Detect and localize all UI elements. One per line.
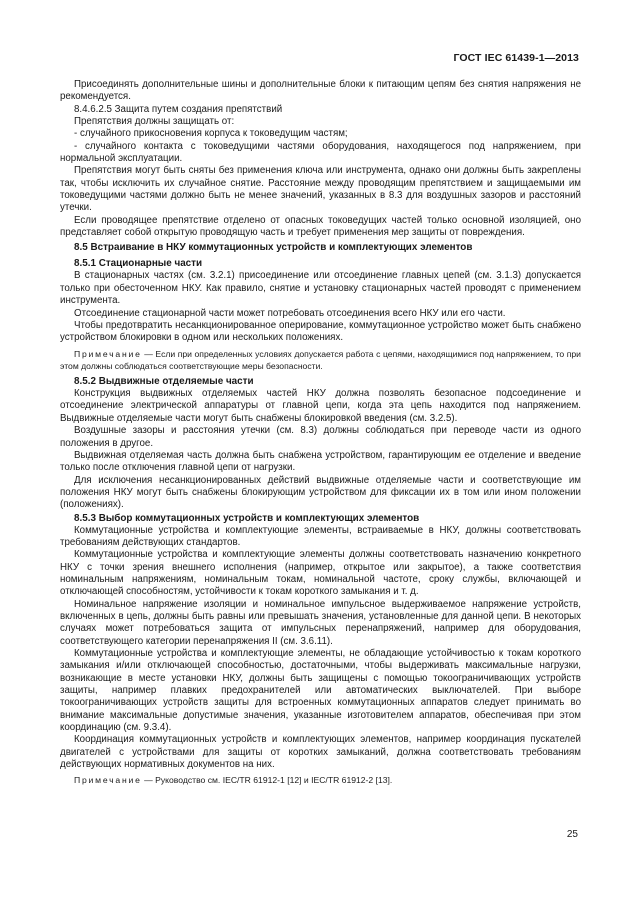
paragraph: Номинальное напряжение изоляции и номинальное импульсное выдерживаемое напряжение устройств, включенных в цепь, должны быть равны или превышать значения, установленные для данной цепи. В некоторых случаях может потребоваться защита от импульсных перенапряжений, например для оборудования, соответствующего категории перенапряжения II (см. 3.6.11).: [60, 598, 581, 647]
paragraph: Координация коммутационных устройств и комплектующих элементов, например координация пускателей двигателей с устройствами для защиты от коротких замыканий, должна соответствовать требованиям действующих нормативных документов на них.: [60, 734, 581, 771]
list-item: - случайного контакта с токоведущими частями оборудования, находящегося под напряжением, при нормальной эксплуатации.: [60, 140, 581, 165]
paragraph: Для исключения несанкционированных действий выдвижные отделяемые части и соответствующие им положения НКУ могут быть снабжены блокирующим устройством для фиксации их в том или ином положении (положениях).: [60, 474, 581, 511]
paragraph: Выдвижная отделяемая часть должна быть снабжена устройством, гарантирующим ее отделение и введение только после отключения главной цепи от нагрузки.: [60, 449, 581, 474]
paragraph: Если проводящее препятствие отделено от опасных токоведущих частей только основной изоляцией, оно представляет собой открытую проводящую часть и требует применения мер защиты от повреждения.: [60, 214, 581, 239]
paragraph: Препятствия могут быть сняты без применения ключа или инструмента, однако они должны быть закреплены так, чтобы исключить их случайное снятие. Расстояние между проводящим препятствием и защищаемыми им токоведущими частями должно быть не менее значений, указанных в 8.3 для воздушных зазоров и расстояний утечки.: [60, 165, 581, 214]
paragraph: Коммутационные устройства и комплектующие элементы, встраиваемые в НКУ, должны соответствовать требованиям действующих стандартов.: [60, 524, 581, 548]
note-text: — Если при определенных условиях допускается работа с цепями, находящимися под напряжением, то при этом должны соблюдаться соответствующие меры безопасности.: [60, 348, 581, 371]
note: [60, 774, 581, 786]
note-label: Примечание: [74, 775, 142, 786]
page-number: 25: [566, 829, 578, 840]
note-text: — Руководство см. IEC/TR 61912-1 [12] и IEC/TR 61912-2 [13].: [144, 775, 393, 786]
subsection-heading: 8.5.1 Стационарные части: [74, 258, 203, 270]
paragraph: Чтобы предотвратить несанкционированное оперирование, коммутационное устройство может быть снабжено устройством блокировки в одном или нескольких положениях.: [60, 319, 581, 344]
paragraph: Коммутационные устройства и комплектующие элементы должны соответствовать назначению конкретного НКУ с точки зрения внешнего исполнения (например, открытое или закрытое), а также соответствия номинальным напряжениям, номинальным токам, номинальной частоте, сроку службы, включающей и отключающей способностям, устойчивости к токам короткого замыкания и т. д.: [60, 549, 581, 598]
subsection-heading: 8.5.2 Выдвижные отделяемые части: [74, 376, 254, 388]
section-heading: 8.5 Встраивание в НКУ коммутационных устройств и комплектующих элементов: [74, 242, 473, 254]
standard-header: ГОСТ IEC 61439-1—2013: [453, 52, 579, 64]
list-item: - случайного прикосновения корпуса к токоведущим частям;: [74, 128, 348, 140]
note-label: Примечание: [74, 348, 142, 359]
paragraph: Коммутационные устройства и комплектующие элементы, не обладающие устойчивостью к токам короткого замыкания и/или отключающей способностью, достаточными, чтобы выдерживать максимальные нагрузки, возникающие в месте установки НКУ, должны быть защищены с помощью токоограничивающих устройств защиты, например плавких предохранителей или автоматических выключателей. При выборе токоограничивающих устройств защиты для встроенных коммутационных аппаратов следует принимать во внимание максимальные допустимые значения, указанные изготовителем аппаратов, обеспечивая при этом координацию (см. 9.3.4).: [60, 648, 581, 734]
note: [60, 348, 581, 373]
paragraph: Воздушные зазоры и расстояния утечки (см. 8.3) должны соблюдаться при переводе части из одного положения в другое.: [60, 425, 581, 449]
paragraph: Отсоединение стационарной части может потребовать отсоединения всего НКУ или его части.: [74, 307, 506, 319]
subsection-heading: 8.5.3 Выбор коммутационных устройств и комплектующих элементов: [74, 512, 420, 524]
paragraph: В стационарных частях (см. 3.2.1) присоединение или отсоединение главных цепей (см. 3.1.3) допускается только при обесточенном НКУ. Как правило, снятие и установку стационарных частей проводят с применением инструмента.: [60, 270, 581, 307]
paragraph: Конструкция выдвижных отделяемых частей НКУ должна позволять безопасное подсоединение и отсоединение электрической аппаратуры от главной цепи, когда эта цепь находится под напряжением. Выдвижные отделяемые части могут быть снабжены блокировкой введения (см. 3.2.5).: [60, 388, 581, 424]
paragraph: Присоединять дополнительные шины и дополнительные блоки к питающим цепям без снятия напряжения не рекомендуется.: [60, 79, 581, 103]
page-content: [60, 79, 581, 787]
clause-heading: 8.4.6.2.5 Защита путем создания препятствий: [74, 103, 283, 115]
paragraph: Препятствия должны защищать от:: [74, 116, 235, 128]
